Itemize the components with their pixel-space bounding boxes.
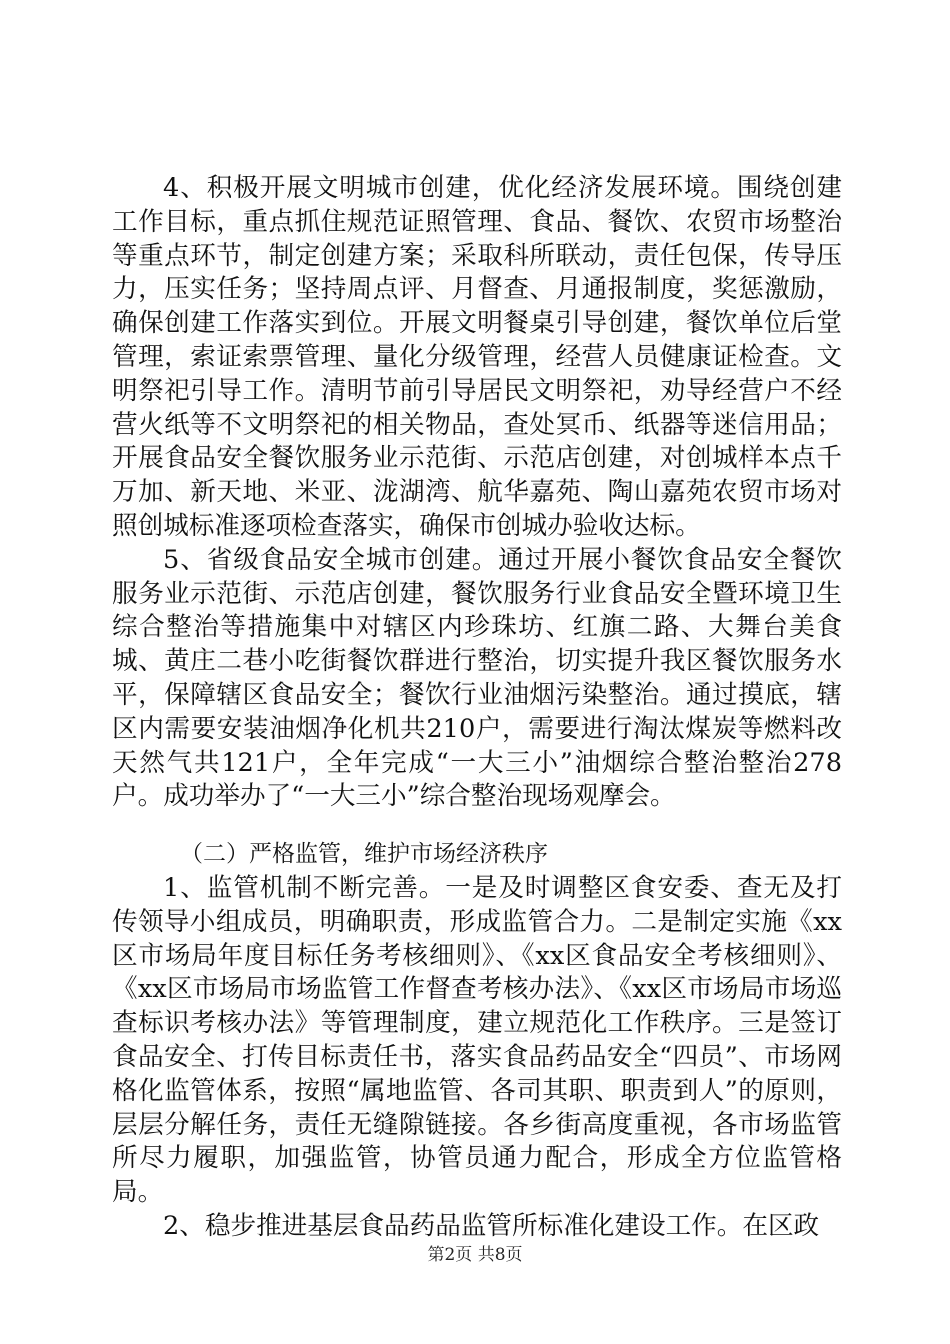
page-footer: 第2页 共8页	[427, 1245, 523, 1265]
section-heading-strict-supervision: （二）严格监管，维护市场经济秩序	[180, 841, 548, 868]
paragraph-2-standardization: 2、稳步推进基层食品药品监管所标准化建设工作。在区政	[163, 1210, 820, 1241]
paragraph-5-food-safety-city: 5、省级食品安全城市创建。通过开展小餐饮食品安全餐饮服务业示范街、示范店创建，餐饮服务行业食品安全暨环境卫生综合整治等措施集中对辖区内珍珠坊、红旗二路、大舞台美食城、黄庄二巷小吃街餐饮群进行整治，切实提升我区餐饮服务水平，保障辖区食品安全；餐饮行业油烟污染整治。通过摸底，辖区内需要安装油烟净化机共210户，需要进行淘汰煤炭等燃料改天然气共121户，全年完成“一大三小”油烟综合整治整治278户。成功举办了“一大三小”综合整治现场观摩会。	[112, 544, 842, 812]
paragraph-1-supervision-mechanism: 1、监管机制不断完善。一是及时调整区食安委、查无及打传领导小组成员，明确职责，形成监管合力。二是制定实施《xx区市场局年度目标任务考核细则》、《xx区食品安全考核细则》、《xx区市场局市场监管工作督查考核办法》、《xx区市场局市场巡查标识考核办法》等管理制度，建立规范化工作秩序。三是签订食品安全、打传目标责任书，落实食品药品安全“四员”、市场网格化监管体系，按照“属地监管、各司其职、职责到人”的原则，层层分解任务，责任无缝隙链接。各乡街高度重视，各市场监管所尽力履职，加强监管，协管员通力配合，形成全方位监管格局。	[112, 872, 842, 1208]
paragraph-4-civilized-city: 4、积极开展文明城市创建，优化经济发展环境。围绕创建工作目标，重点抓住规范证照管理、食品、餐饮、农贸市场整治等重点环节，制定创建方案；采取科所联动，责任包保，传导压力，压实任务；坚持周点评、月督查、月通报制度，奖惩激励，确保创建工作落实到位。开展文明餐桌引导创建，餐饮单位后堂管理，索证索票管理、量化分级管理，经营人员健康证检查。文明祭祀引导工作。清明节前引导居民文明祭祀，劝导经营户不经营火纸等不文明祭祀的相关物品，查处冥币、纸器等迷信用品；开展食品安全餐饮服务业示范街、示范店创建，对创城样本点千万加、新天地、米亚、泷湖湾、航华嘉苑、陶山嘉苑农贸市场对照创城标准逐项检查落实，确保市创城办验收达标。	[112, 173, 842, 541]
section-spacer	[112, 814, 842, 838]
document-body	[112, 172, 842, 1244]
